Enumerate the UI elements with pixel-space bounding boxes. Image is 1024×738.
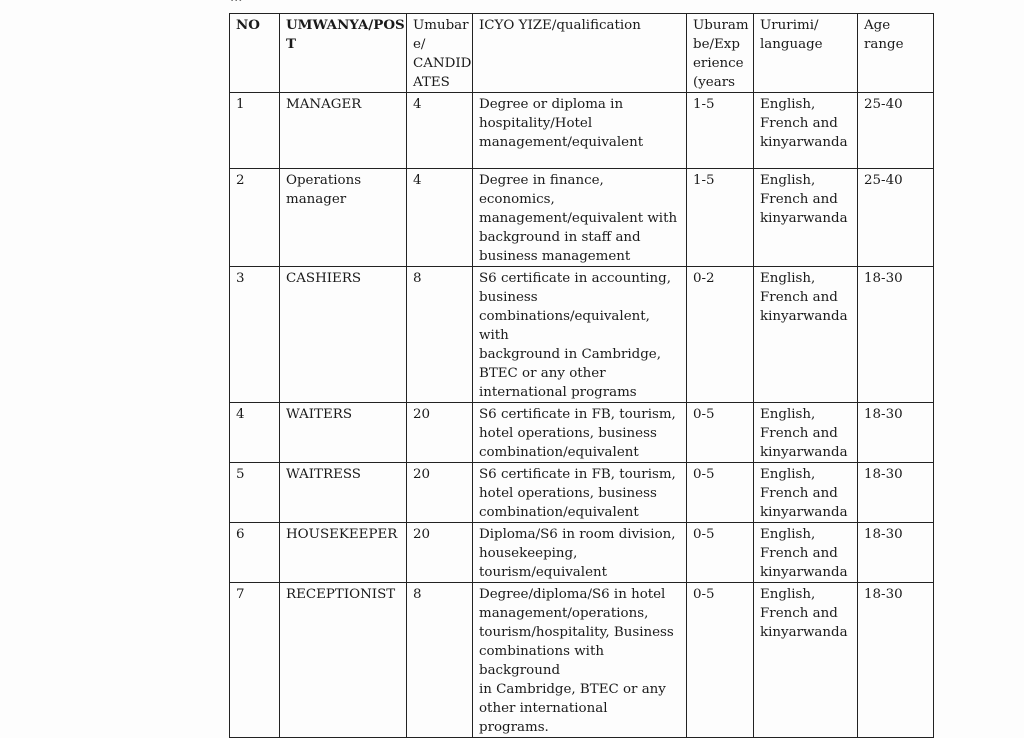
header-experience: Uburam be/Exp erience (years: [687, 14, 754, 93]
cell-language: English, French and kinyarwanda: [754, 523, 858, 583]
cell-qualification: S6 certificate in accounting, business combinations/equivalent, with background in Cambridge, BTEC or any other international programs: [473, 267, 687, 403]
cell-candidates: 8: [407, 267, 473, 403]
header-no: NO: [230, 14, 280, 93]
header-position: UMWANYA/POS T: [280, 14, 407, 93]
cell-no: 5: [230, 463, 280, 523]
cell-language: English, French and kinyarwanda: [754, 403, 858, 463]
cell-position: Operations manager: [280, 169, 407, 267]
header-language: Ururimi/ language: [754, 14, 858, 93]
cell-age-range: 18-30: [858, 403, 934, 463]
header-age-range: Age range: [858, 14, 934, 93]
cell-candidates: 20: [407, 403, 473, 463]
cell-age-range: 18-30: [858, 583, 934, 738]
cell-experience: 0-5: [687, 523, 754, 583]
header-candidates: Umubar e/ CANDID ATES: [407, 14, 473, 93]
cell-position: WAITRESS: [280, 463, 407, 523]
cell-no: 2: [230, 169, 280, 267]
cell-experience: 1-5: [687, 93, 754, 169]
cell-language: English, French and kinyarwanda: [754, 169, 858, 267]
cell-qualification: Diploma/S6 in room division, housekeeping, tourism/equivalent: [473, 523, 687, 583]
table-row: [230, 93, 934, 169]
header-qualification: ICYO YIZE/qualification: [473, 14, 687, 93]
cell-no: 4: [230, 403, 280, 463]
table-row: [230, 169, 934, 267]
cell-qualification: Degree in finance, economics, management/equivalent with background in staff and business management: [473, 169, 687, 267]
cropped-heading-fragment: [230, 0, 242, 5]
table-row: [230, 583, 934, 738]
cell-qualification: S6 certificate in FB, tourism, hotel operations, business combination/equivalent: [473, 403, 687, 463]
cell-experience: 1-5: [687, 169, 754, 267]
cell-no: 7: [230, 583, 280, 738]
cell-position: HOUSEKEEPER: [280, 523, 407, 583]
cell-language: English, French and kinyarwanda: [754, 583, 858, 738]
cell-age-range: 25-40: [858, 169, 934, 267]
cell-candidates: 4: [407, 93, 473, 169]
cell-experience: 0-5: [687, 403, 754, 463]
cell-candidates: 4: [407, 169, 473, 267]
table-row: [230, 523, 934, 583]
cell-no: 6: [230, 523, 280, 583]
cell-position: CASHIERS: [280, 267, 407, 403]
cell-qualification: Degree or diploma in hospitality/Hotel management/equivalent: [473, 93, 687, 169]
cell-qualification: Degree/diploma/S6 in hotel management/operations, tourism/hospitality, Business combinations with background in Cambridge, BTEC or any other international programs.: [473, 583, 687, 738]
cell-no: 3: [230, 267, 280, 403]
cell-position: RECEPTIONIST: [280, 583, 407, 738]
cell-language: English, French and kinyarwanda: [754, 93, 858, 169]
cell-position: WAITERS: [280, 403, 407, 463]
cell-language: English, French and kinyarwanda: [754, 267, 858, 403]
cell-language: English, French and kinyarwanda: [754, 463, 858, 523]
cell-age-range: 18-30: [858, 523, 934, 583]
cell-age-range: 18-30: [858, 267, 934, 403]
job-vacancies-table: [229, 13, 934, 738]
table-row: [230, 403, 934, 463]
table-row: [230, 463, 934, 523]
cell-position: MANAGER: [280, 93, 407, 169]
cell-candidates: 8: [407, 583, 473, 738]
table-header-row: [230, 14, 934, 93]
table-row: [230, 267, 934, 403]
cell-no: 1: [230, 93, 280, 169]
cell-age-range: 18-30: [858, 463, 934, 523]
cell-candidates: 20: [407, 463, 473, 523]
cell-experience: 0-2: [687, 267, 754, 403]
cell-age-range: 25-40: [858, 93, 934, 169]
cell-qualification: S6 certificate in FB, tourism, hotel operations, business combination/equivalent: [473, 463, 687, 523]
cell-experience: 0-5: [687, 463, 754, 523]
cell-candidates: 20: [407, 523, 473, 583]
cell-experience: 0-5: [687, 583, 754, 738]
